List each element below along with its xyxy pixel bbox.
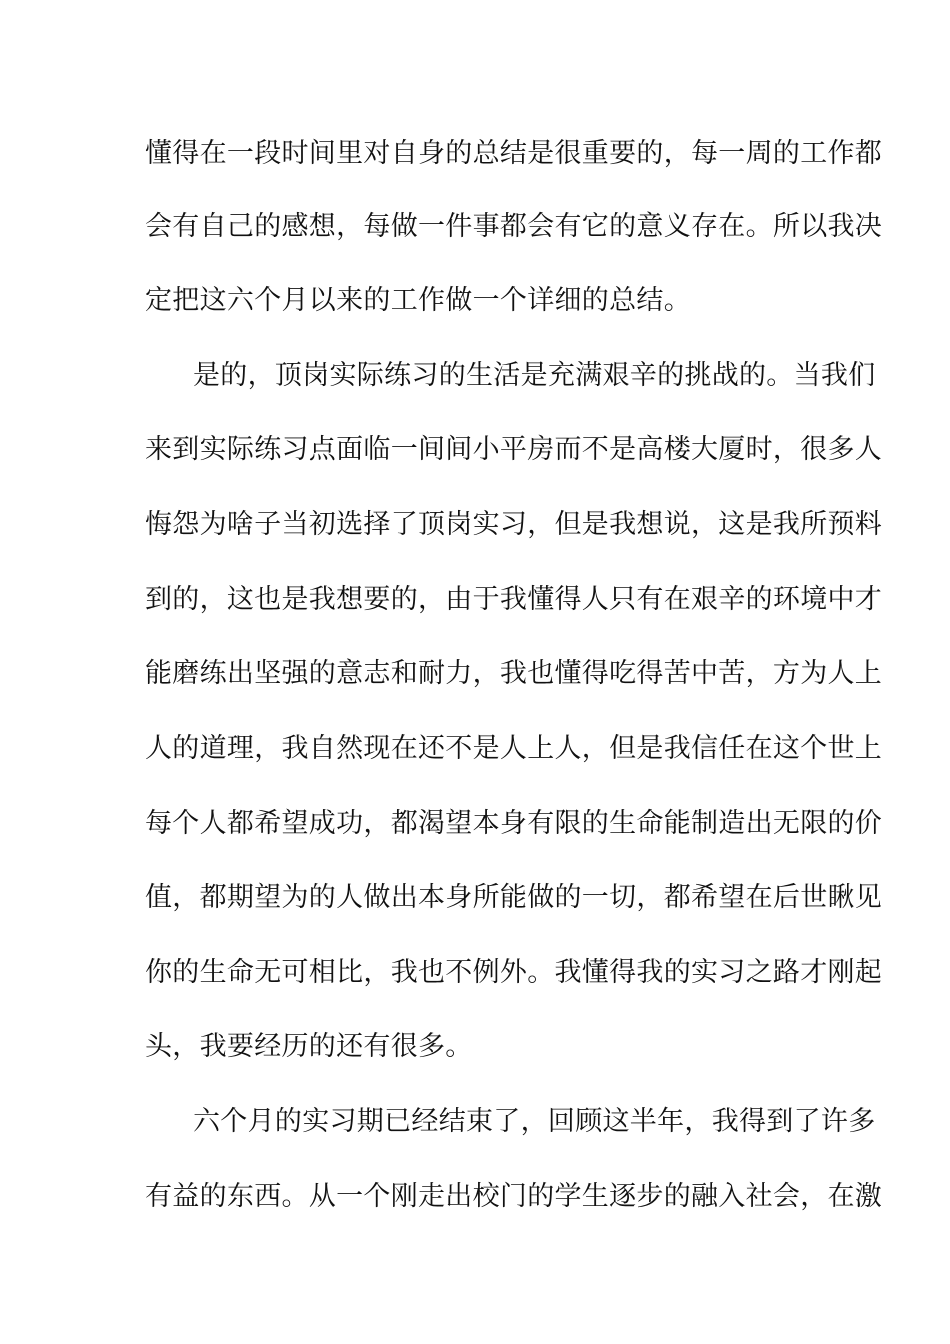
text-line: 会有自己的感想，每做一件事都会有它的意义存在。所以我决 <box>145 211 883 242</box>
text-line: 能磨练出坚强的意志和耐力，我也懂得吃得苦中苦，方为人上 <box>145 658 883 689</box>
text-line: 值，都期望为的人做出本身所能做的一切，都希望在后世瞅见 <box>145 882 883 913</box>
text-line: 来到实际练习点面临一间间小平房而不是高楼大厦时，很多人 <box>145 434 883 465</box>
text-line: 悔怨为啥子当初选择了顶岗实习，但是我想说，这是我所预料 <box>145 509 883 540</box>
text-line: 每个人都希望成功，都渴望本身有限的生命能制造出无限的价 <box>145 808 883 839</box>
text-line: 人的道理，我自然现在还不是人上人，但是我信任在这个世上 <box>145 733 883 764</box>
text-line: 懂得在一段时间里对自身的总结是很重要的，每一周的工作都 <box>145 138 883 169</box>
paragraph-first-line: 六个月的实习期已经结束了，回顾这半年，我得到了许多 <box>193 1106 876 1137</box>
text-line: 有益的东西。从一个刚走出校门的学生逐步的融入社会，在激 <box>145 1181 883 1212</box>
text-line: 头，我要经历的还有很多。 <box>145 1031 473 1062</box>
text-line: 定把这六个月以来的工作做一个详细的总结。 <box>145 285 691 316</box>
text-line: 到的，这也是我想要的，由于我懂得人只有在艰辛的环境中才 <box>145 584 883 615</box>
text-line: 你的生命无可相比，我也不例外。我懂得我的实习之路才刚起 <box>145 957 883 988</box>
paragraph-first-line: 是的，顶岗实际练习的生活是充满艰辛的挑战的。当我们 <box>193 360 876 391</box>
